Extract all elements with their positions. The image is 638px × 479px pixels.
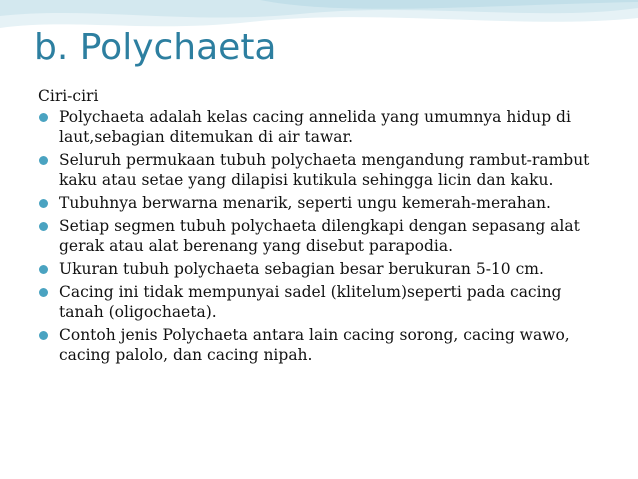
subheading: Ciri-ciri [38, 87, 99, 105]
bullet-dot-icon [39, 156, 48, 165]
bullet-dot-icon [39, 288, 48, 297]
slide-title: b. Polychaeta [34, 27, 277, 68]
bullet-list [38, 107, 608, 365]
list-item [38, 193, 608, 213]
bullet-dot-icon [39, 199, 48, 208]
list-item-text: Contoh jenis Polychaeta antara lain cacing sorong, cacing wawo, cacing palolo, dan cacing nipah. [59, 326, 570, 364]
list-item [38, 282, 608, 322]
bullet-dot-icon [39, 222, 48, 231]
list-item-text: Seluruh permukaan tubuh polychaeta mengandung rambut-rambut kaku atau setae yang dilapisi kutikula sehingga licin dan kaku. [59, 151, 590, 189]
list-item-text: Setiap segmen tubuh polychaeta dilengkapi dengan sepasang alat gerak atau alat berenang yang disebut parapodia. [59, 217, 580, 255]
list-item-text: Ukuran tubuh polychaeta sebagian besar berukuran 5-10 cm. [59, 260, 544, 278]
bullet-dot-icon [39, 331, 48, 340]
list-item [38, 325, 608, 365]
list-item [38, 259, 608, 279]
list-item [38, 216, 608, 256]
slide-content [38, 86, 608, 368]
list-item [38, 150, 608, 190]
list-item-text: Polychaeta adalah kelas cacing annelida yang umumnya hidup di laut,sebagian ditemukan di air tawar. [59, 108, 571, 146]
list-item-text: Cacing ini tidak mempunyai sadel (klitelum)seperti pada cacing tanah (oligochaeta). [59, 283, 562, 321]
bullet-dot-icon [39, 265, 48, 274]
bullet-dot-icon [39, 113, 48, 122]
list-item [38, 107, 608, 147]
list-item-text: Tubuhnya berwarna menarik, seperti ungu kemerah-merahan. [59, 194, 551, 212]
